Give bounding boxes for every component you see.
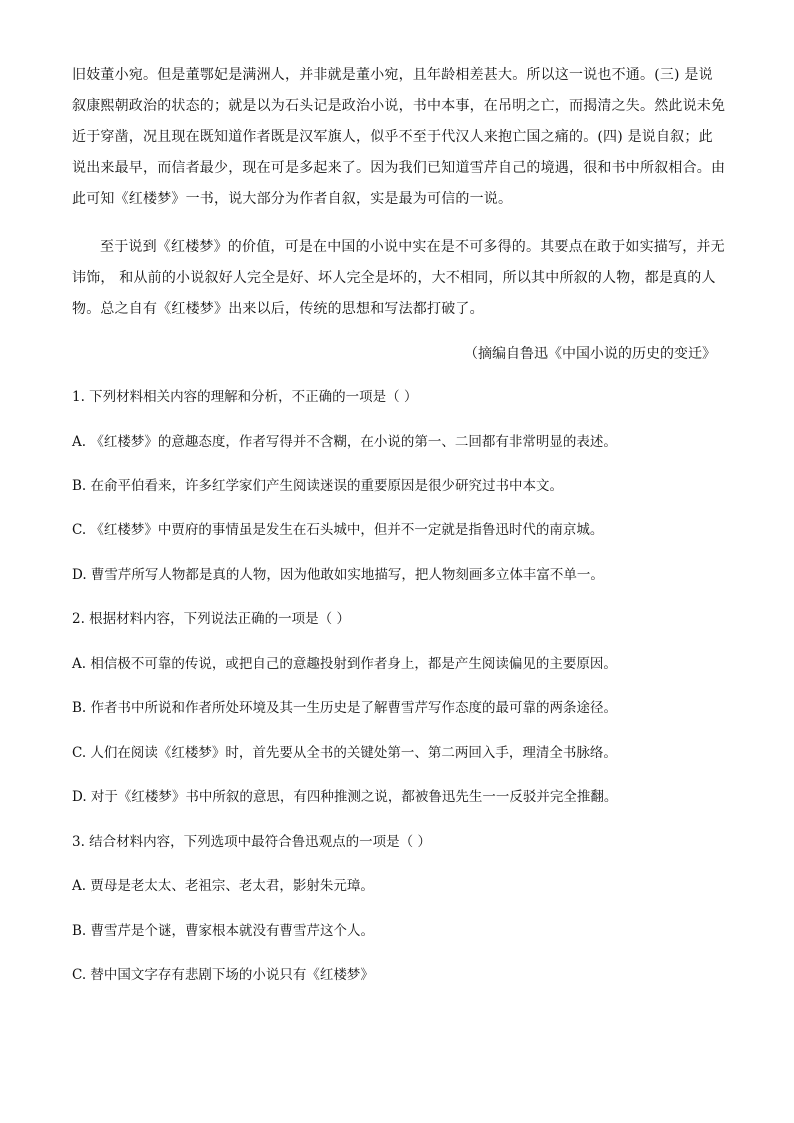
passage-paragraph-1 <box>72 60 726 215</box>
question-1-option-c: C. 《红楼梦》中贾府的事情虽是发生在石头城中，但并不一定就是指鲁迅时代的南京城。 <box>72 522 604 538</box>
question-2-option-b: B. 作者书中所说和作者所处环境及其一生历史是了解曹雪芹写作态度的最可靠的两条途径。 <box>72 700 618 716</box>
text-line: 近于穿凿，况且现在既知道作者既是汉军旗人，似乎不至于代汉人来抱亡国之痛的。(四) 是说自叙；此 <box>72 129 713 145</box>
question-2-option-d: D. 对于《红楼梦》书中所叙的意思，有四种推测之说，都被鲁迅先生一一反驳并完全推翻。 <box>72 789 618 805</box>
text-line: 说出来最早，而信者最少，现在可是多起来了。因为我们已知道雪芹自己的境遇，很和书中所叙相合。由 <box>72 160 726 176</box>
question-3-option-c: C. 替中国文字存有悲剧下场的小说只有《红楼梦》 <box>72 967 374 983</box>
text-line: 旧妓董小宛。但是董鄂妃是满洲人，并非就是董小宛，且年龄相差甚大。所以这一说也不通。(三) 是说 <box>72 67 713 83</box>
question-3-stem: 3. 结合材料内容，下列选项中最符合鲁迅观点的一项是（ ） <box>72 834 431 850</box>
question-3-option-b: B. 曹雪芹是个谜，曹家根本就没有曹雪芹这个人。 <box>72 923 375 939</box>
passage-paragraph-2 <box>72 232 725 325</box>
question-2-option-a: A. 相信极不可靠的传说，或把自己的意趣投射到作者身上，都是产生阅读偏见的主要原因。 <box>72 656 617 672</box>
source-citation: （摘编自鲁迅《中国小说的历史的变迁》 <box>464 346 716 362</box>
question-1-option-a: A. 《红楼梦》的意趣态度，作者写得并不含糊，在小说的第一、二回都有非常明显的表述。 <box>72 434 617 450</box>
question-1-option-d: D. 曹雪芹所写人物都是真的人物，因为他敢如实地描写，把人物刻画多立体丰富不单一。 <box>72 567 604 583</box>
question-2-option-c: C. 人们在阅读《红楼梦》时，首先要从全书的关键处第一、第二两回入手，理清全书脉络。 <box>72 745 617 761</box>
question-1-stem: 1. 下列材料相关内容的理解和分析，不正确的一项是（ ） <box>72 389 418 405</box>
question-1-option-b: B. 在俞平伯看来，许多红学家们产生阅读迷误的重要原因是很少研究过书中本文。 <box>72 478 564 494</box>
question-3-option-a: A. 贾母是老太太、老祖宗、老太君，影射朱元璋。 <box>72 878 374 894</box>
text-line: 物。总之自有《红楼梦》出来以后，传统的思想和写法都打破了。 <box>72 301 484 317</box>
question-2-stem: 2. 根据材料内容，下列说法正确的一项是（ ） <box>72 611 350 627</box>
text-line: 此可知《红楼梦》一书，说大部分为作者自叙，实是最为可信的一说。 <box>72 191 513 207</box>
text-line: 叙康熙朝政治的状态的；就是以为石头记是政治小说，书中本事，在吊明之亡，而揭清之失。然此说未免 <box>72 98 726 114</box>
text-line: 至于说到《红楼梦》的价值，可是在中国的小说中实在是不可多得的。其要点在敢于如实描写，并无 <box>100 239 725 255</box>
text-line: 讳饰， 和从前的小说叙好人完全是好、坏人完全是坏的，大不相同，所以其中所叙的人物，都是真的人 <box>72 270 716 286</box>
